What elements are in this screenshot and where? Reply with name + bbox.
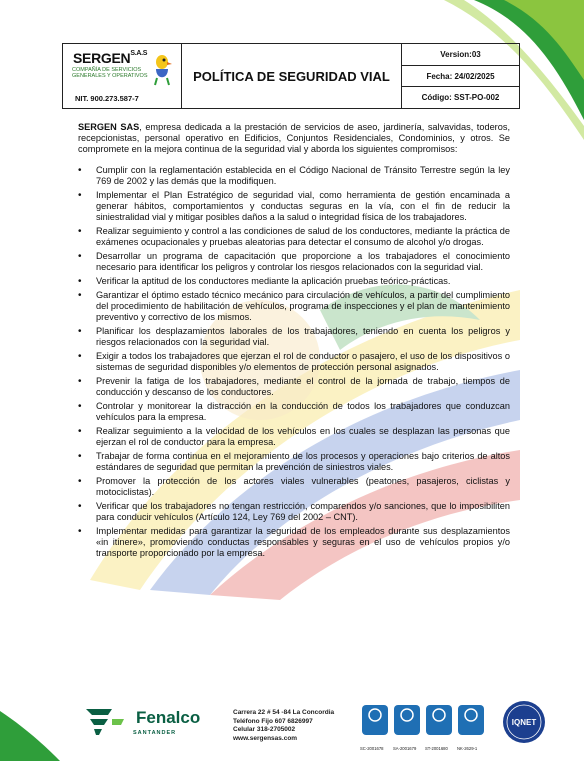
list-item: • Verificar la aptitud de los conductores mediante la aplicación pruebas teórico-prácticas. xyxy=(78,276,510,287)
cert-code: SA-2001679 xyxy=(393,746,417,751)
policy-body xyxy=(78,122,510,562)
document-title: POLÍTICA DE SEGURIDAD VIAL xyxy=(182,44,402,108)
fenalco-sub: SANTANDER xyxy=(133,730,177,736)
list-item: • Realizar seguimiento a la velocidad de los vehículos en los cuales se desplazan las personas que ejerzan el rol de conductor para la empresa. xyxy=(78,426,510,448)
company-contact xyxy=(233,709,334,743)
company-logo xyxy=(63,44,182,108)
list-item: • Implementar medidas para garantizar la seguridad de los empleados durante sus desplazamientos «in itinere», promoviendo conductas responsables y seguras en el uso de vehículos propios y/o transporte proporcionado por la empresa. xyxy=(78,526,510,559)
intro-company: SERGEN SAS xyxy=(78,122,140,132)
icontec-sns008-badge-icon xyxy=(458,705,484,735)
list-item: • Desarrollar un programa de capacitación que proporcione a los trabajadores el conocimiento necesario para identificar los peligros y controlar los riesgos relacionados con la seguridad vial. xyxy=(78,251,510,273)
document-meta xyxy=(402,44,519,108)
list-item: • Garantizar el óptimo estado técnico mecánico para circulación de vehículos, a partir del cumplimiento del procedimiento de habilitación de vehículos, programa de inspecciones y el plan de mantenimiento preventivo y correctivo de los mismos. xyxy=(78,290,510,323)
intro-text: , empresa dedicada a la prestación de servicios de aseo, jardinería, salvavidas, toderos, recepcionistas, personal operativo en Edificios, Conjuntos Residenciales, Condominios, y otros. Se compromete en la mejora continua de la seguridad vial y aborda los siguientes compromisos: xyxy=(78,122,510,154)
fenalco-name: Fenalco xyxy=(136,708,201,727)
icontec-iso14001-badge-icon xyxy=(394,705,420,735)
list-item: • Realizar seguimiento y control a las condiciones de salud de los conductores, mediante la práctica de exámenes ocupacionales y pruebas aleatorias para detectar el consumo de alcohol y/o drogas. xyxy=(78,226,510,248)
company-suffix: S.A.S xyxy=(130,50,148,57)
cert-code: SC-2001678 xyxy=(360,746,384,751)
iqnet-label: IQNET xyxy=(511,718,537,727)
list-item: • Prevenir la fatiga de los trabajadores, mediante el control de la jornada de trabajo, tiempos de conducción y descanso de los conductores. xyxy=(78,376,510,398)
contact-address: Carrera 22 # 54 -84 La Concordia xyxy=(233,709,335,716)
contact-cell: Celular 318-2705002 xyxy=(233,726,296,733)
list-item: • Verificar que los trabajadores no tengan restricción, comparendos y/o sanciones, que lo imposibiliten para conducir vehículos (Artículo 124, Ley 769 del 2002 – CNT). xyxy=(78,501,510,523)
list-item: • Cumplir con la reglamentación establecida en el Código Nacional de Tránsito Terrestre según la ley 769 de 2002 y las demás que la modifiquen. xyxy=(78,165,510,187)
icontec-iso9001-badge-icon xyxy=(362,705,388,735)
list-item: • Controlar y monitorear la distracción en la conducción de todos los trabajadores que conduzcan vehículos para la empresa. xyxy=(78,401,510,423)
icontec-iso45001-badge-icon xyxy=(426,705,452,735)
contact-web[interactable]: www.sergensas.com xyxy=(233,734,298,742)
cert-code: NK-2629-1 xyxy=(457,746,478,751)
bird-mascot-icon xyxy=(151,52,173,86)
cert-code: ST-2001680 xyxy=(425,746,448,751)
document-version: Version:03 xyxy=(402,44,519,66)
iqnet-badge-icon xyxy=(502,700,546,744)
company-tagline: COMPAÑÍA DE SERVICIOS GENERALES Y OPERATIVOS xyxy=(72,67,148,79)
company-name-text: SERGEN xyxy=(73,50,131,66)
fenalco-logo-icon xyxy=(84,706,128,736)
list-item: • Planificar los desplazamientos laborales de los trabajadores, teniendo en cuenta los peligros y riesgos relacionados con la seguridad vial. xyxy=(78,326,510,348)
list-item: • Trabajar de forma continua en el mejoramiento de los procesos y operaciones bajo criterios de altos estándares de seguridad que permitan la prevención de siniestros viales. xyxy=(78,451,510,473)
list-item: • Implementar el Plan Estratégico de seguridad vial, como herramienta de gestión encaminada a generar hábitos, comportamientos y conductas seguras en la vía, con el fin de reducir la siniestralidad vial y mitigar posibles daños a la salud o integridad física de los trabajadores. xyxy=(78,190,510,223)
list-item: • Promover la protección de los actores viales vulnerables (peatones, pasajeros, ciclistas y motociclistas). xyxy=(78,476,510,498)
commitments-list xyxy=(78,165,510,559)
document-date: Fecha: 24/02/2025 xyxy=(402,66,519,88)
list-item: • Exigir a todos los trabajadores que ejerzan el rol de conductor o pasajero, el uso de los dispositivos o sistemas de seguridad disponibles y/o elementos de protección personal asignados. xyxy=(78,351,510,373)
document-code: Código: SST-PO-002 xyxy=(421,93,500,103)
company-name xyxy=(73,50,147,66)
contact-phone: Teléfono Fijo 607 6826997 xyxy=(233,717,313,725)
intro-paragraph xyxy=(78,122,510,155)
document-header xyxy=(62,43,520,109)
company-nit: NIT. 900.273.587-7 xyxy=(75,94,139,103)
